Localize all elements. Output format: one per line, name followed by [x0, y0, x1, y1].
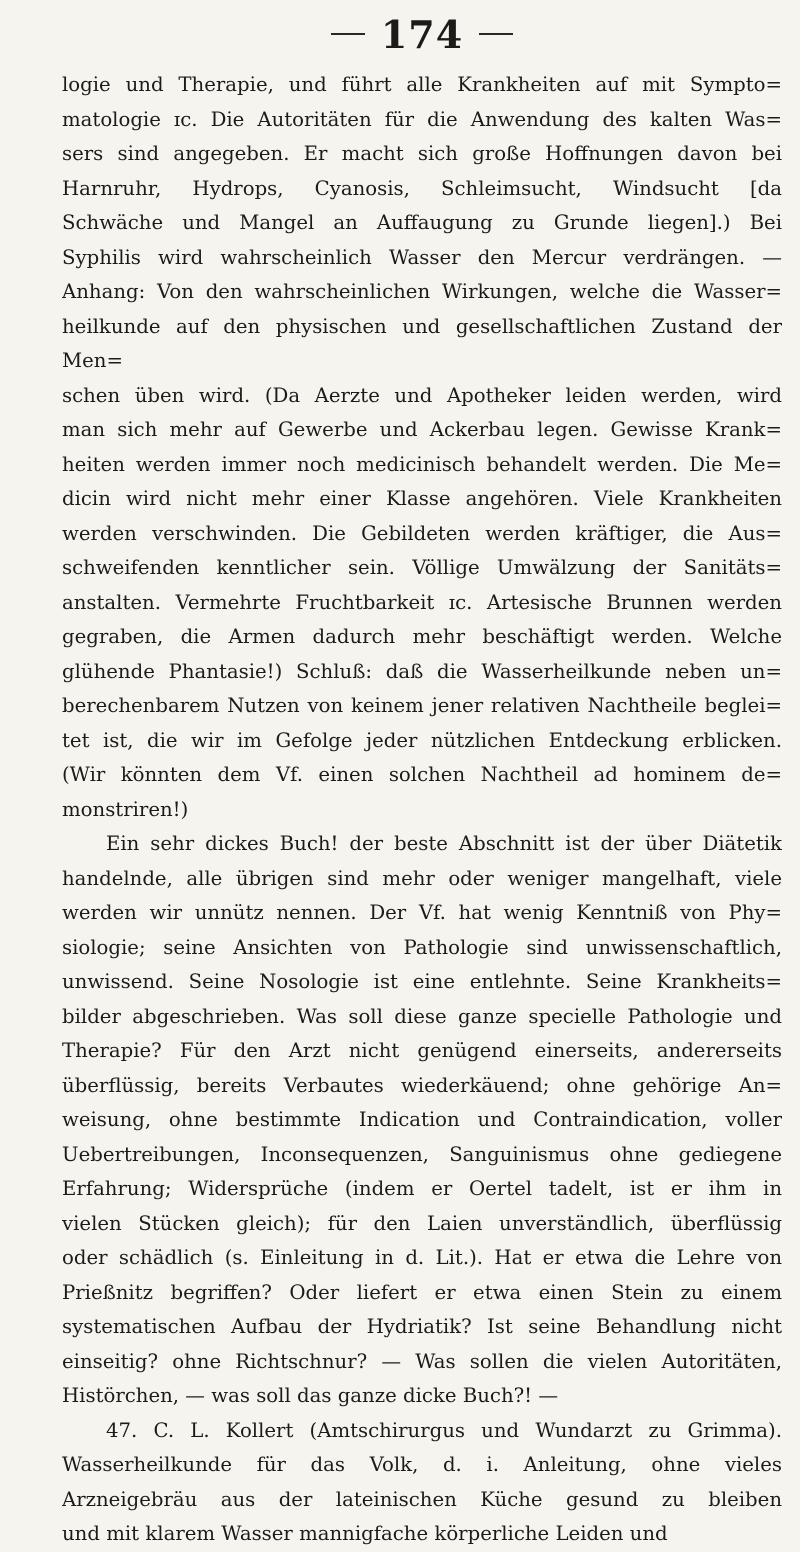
text-line: vielen Stücken gleich); für den Laien unverständlich, überflüssig	[62, 1211, 782, 1235]
text-line: matologie ɪc. Die Autoritäten für die Anwendung des kalten Was=	[62, 107, 782, 131]
header-rule-left	[331, 33, 365, 35]
text-line: überflüssig, bereits Verbautes wiederkäuend; ohne gehörige An=	[62, 1073, 782, 1097]
text-line: weisung, ohne bestimmte Indication und Contraindication, voller	[62, 1108, 782, 1131]
text-line: monstriren!)	[62, 797, 189, 821]
text-line: Arzneigebräu aus der lateinischen Küche gesund zu bleiben	[62, 1487, 782, 1511]
text-line: Therapie? Für den Arzt nicht genügend einerseits, andererseits	[62, 1039, 782, 1062]
text-line: unwissend. Seine Nosologie ist eine entlehnte. Seine Krankheits=	[62, 970, 782, 993]
text-line: logie und Therapie, und führt alle Krankheiten auf mit Sympto=	[62, 73, 782, 96]
text-line: gegraben, die Armen dadurch mehr beschäftigt werden. Welche	[62, 625, 782, 648]
text-line: (Wir könnten dem Vf. einen solchen Nachtheil ad hominem de=	[62, 763, 782, 786]
paragraph-p1	[62, 68, 782, 827]
text-line: werden verschwinden. Die Gebildeten werden kräftiger, die Aus=	[62, 521, 782, 545]
text-line: heilkunde auf den physischen und gesellschaftlichen Zustand der Men=	[62, 314, 782, 372]
text-line: schen üben wird. (Da Aerzte und Apotheker leiden werden, wird	[62, 383, 782, 407]
text-line: bilder abgeschrieben. Was soll diese ganze specielle Pathologie und	[62, 1004, 782, 1028]
text-line: Erfahrung; Widersprüche (indem er Oertel tadelt, ist er ihm in	[62, 1177, 782, 1200]
text-line: systematischen Aufbau der Hydriatik? Ist seine Behandlung nicht	[62, 1315, 782, 1338]
text-line: man sich mehr auf Gewerbe und Ackerbau legen. Gewisse Krank=	[62, 418, 782, 441]
text-line: Histörchen, — was soll das ganze dicke Buch?! —	[62, 1384, 559, 1407]
text-line: schweifenden kenntlicher sein. Völlige Umwälzung der Sanitäts=	[62, 556, 782, 579]
text-line: glühende Phantasie!) Schluß: daß die Wasserheilkunde neben un=	[62, 659, 782, 683]
text-line: oder schädlich (s. Einleitung in d. Lit.). Hat er etwa die Lehre von	[62, 1246, 782, 1269]
page-header	[62, 0, 782, 68]
text-line: berechenbarem Nutzen von keinem jener relativen Nachtheile beglei=	[62, 694, 782, 717]
page-body	[62, 68, 782, 1552]
text-line: Wasserheilkunde für das Volk, d. i. Anleitung, ohne vieles	[62, 1453, 782, 1476]
text-line: Harnruhr, Hydrops, Cyanosis, Schleimsucht, Windsucht [da	[62, 176, 782, 200]
text-line: werden wir unnütz nennen. Der Vf. hat wenig Kenntniß von Phy=	[62, 901, 782, 924]
paragraph-p3	[62, 1414, 782, 1552]
page-number: 174	[380, 11, 464, 57]
text-line: Uebertreibungen, Inconsequenzen, Sanguinismus ohne gediegene	[62, 1142, 782, 1166]
text-line: siologie; seine Ansichten von Pathologie sind unwissenschaftlich,	[62, 935, 782, 959]
text-line: 47. C. L. Kollert (Amtschirurgus und Wundarzt zu Grimma).	[106, 1418, 782, 1442]
text-line: anstalten. Vermehrte Fruchtbarkeit ɪc. Artesische Brunnen werden	[62, 590, 782, 614]
text-line: Schwäche und Mangel an Auffaugung zu Grunde liegen].) Bei	[62, 211, 782, 234]
text-line: einseitig? ohne Richtschnur? — Was sollen die vielen Autoritäten,	[62, 1349, 782, 1373]
text-line: heiten werden immer noch medicinisch behandelt werden. Die Me=	[62, 452, 782, 476]
text-line: Ein sehr dickes Buch! der beste Abschnitt ist der über Diätetik	[106, 832, 782, 855]
text-line: tet ist, die wir im Gefolge jeder nützlichen Entdeckung erblicken.	[62, 728, 782, 752]
text-line: Prießnitz begriffen? Oder liefert er etwa einen Stein zu einem	[62, 1280, 782, 1304]
paragraph-p2	[62, 827, 782, 1414]
header-rule-right	[479, 33, 513, 35]
text-line: und mit klarem Wasser mannigfache körperliche Leiden und	[62, 1522, 668, 1545]
text-line: Syphilis wird wahrscheinlich Wasser den Mercur verdrängen. —	[62, 245, 782, 269]
text-line: handelnde, alle übrigen sind mehr oder weniger mangelhaft, viele	[62, 866, 782, 890]
text-line: Anhang: Von den wahrscheinlichen Wirkungen, welche die Wasser=	[62, 280, 782, 303]
text-line: sers sind angegeben. Er macht sich große Hoffnungen davon bei	[62, 142, 782, 165]
text-line: dicin wird nicht mehr einer Klasse angehören. Viele Krankheiten	[62, 487, 782, 510]
